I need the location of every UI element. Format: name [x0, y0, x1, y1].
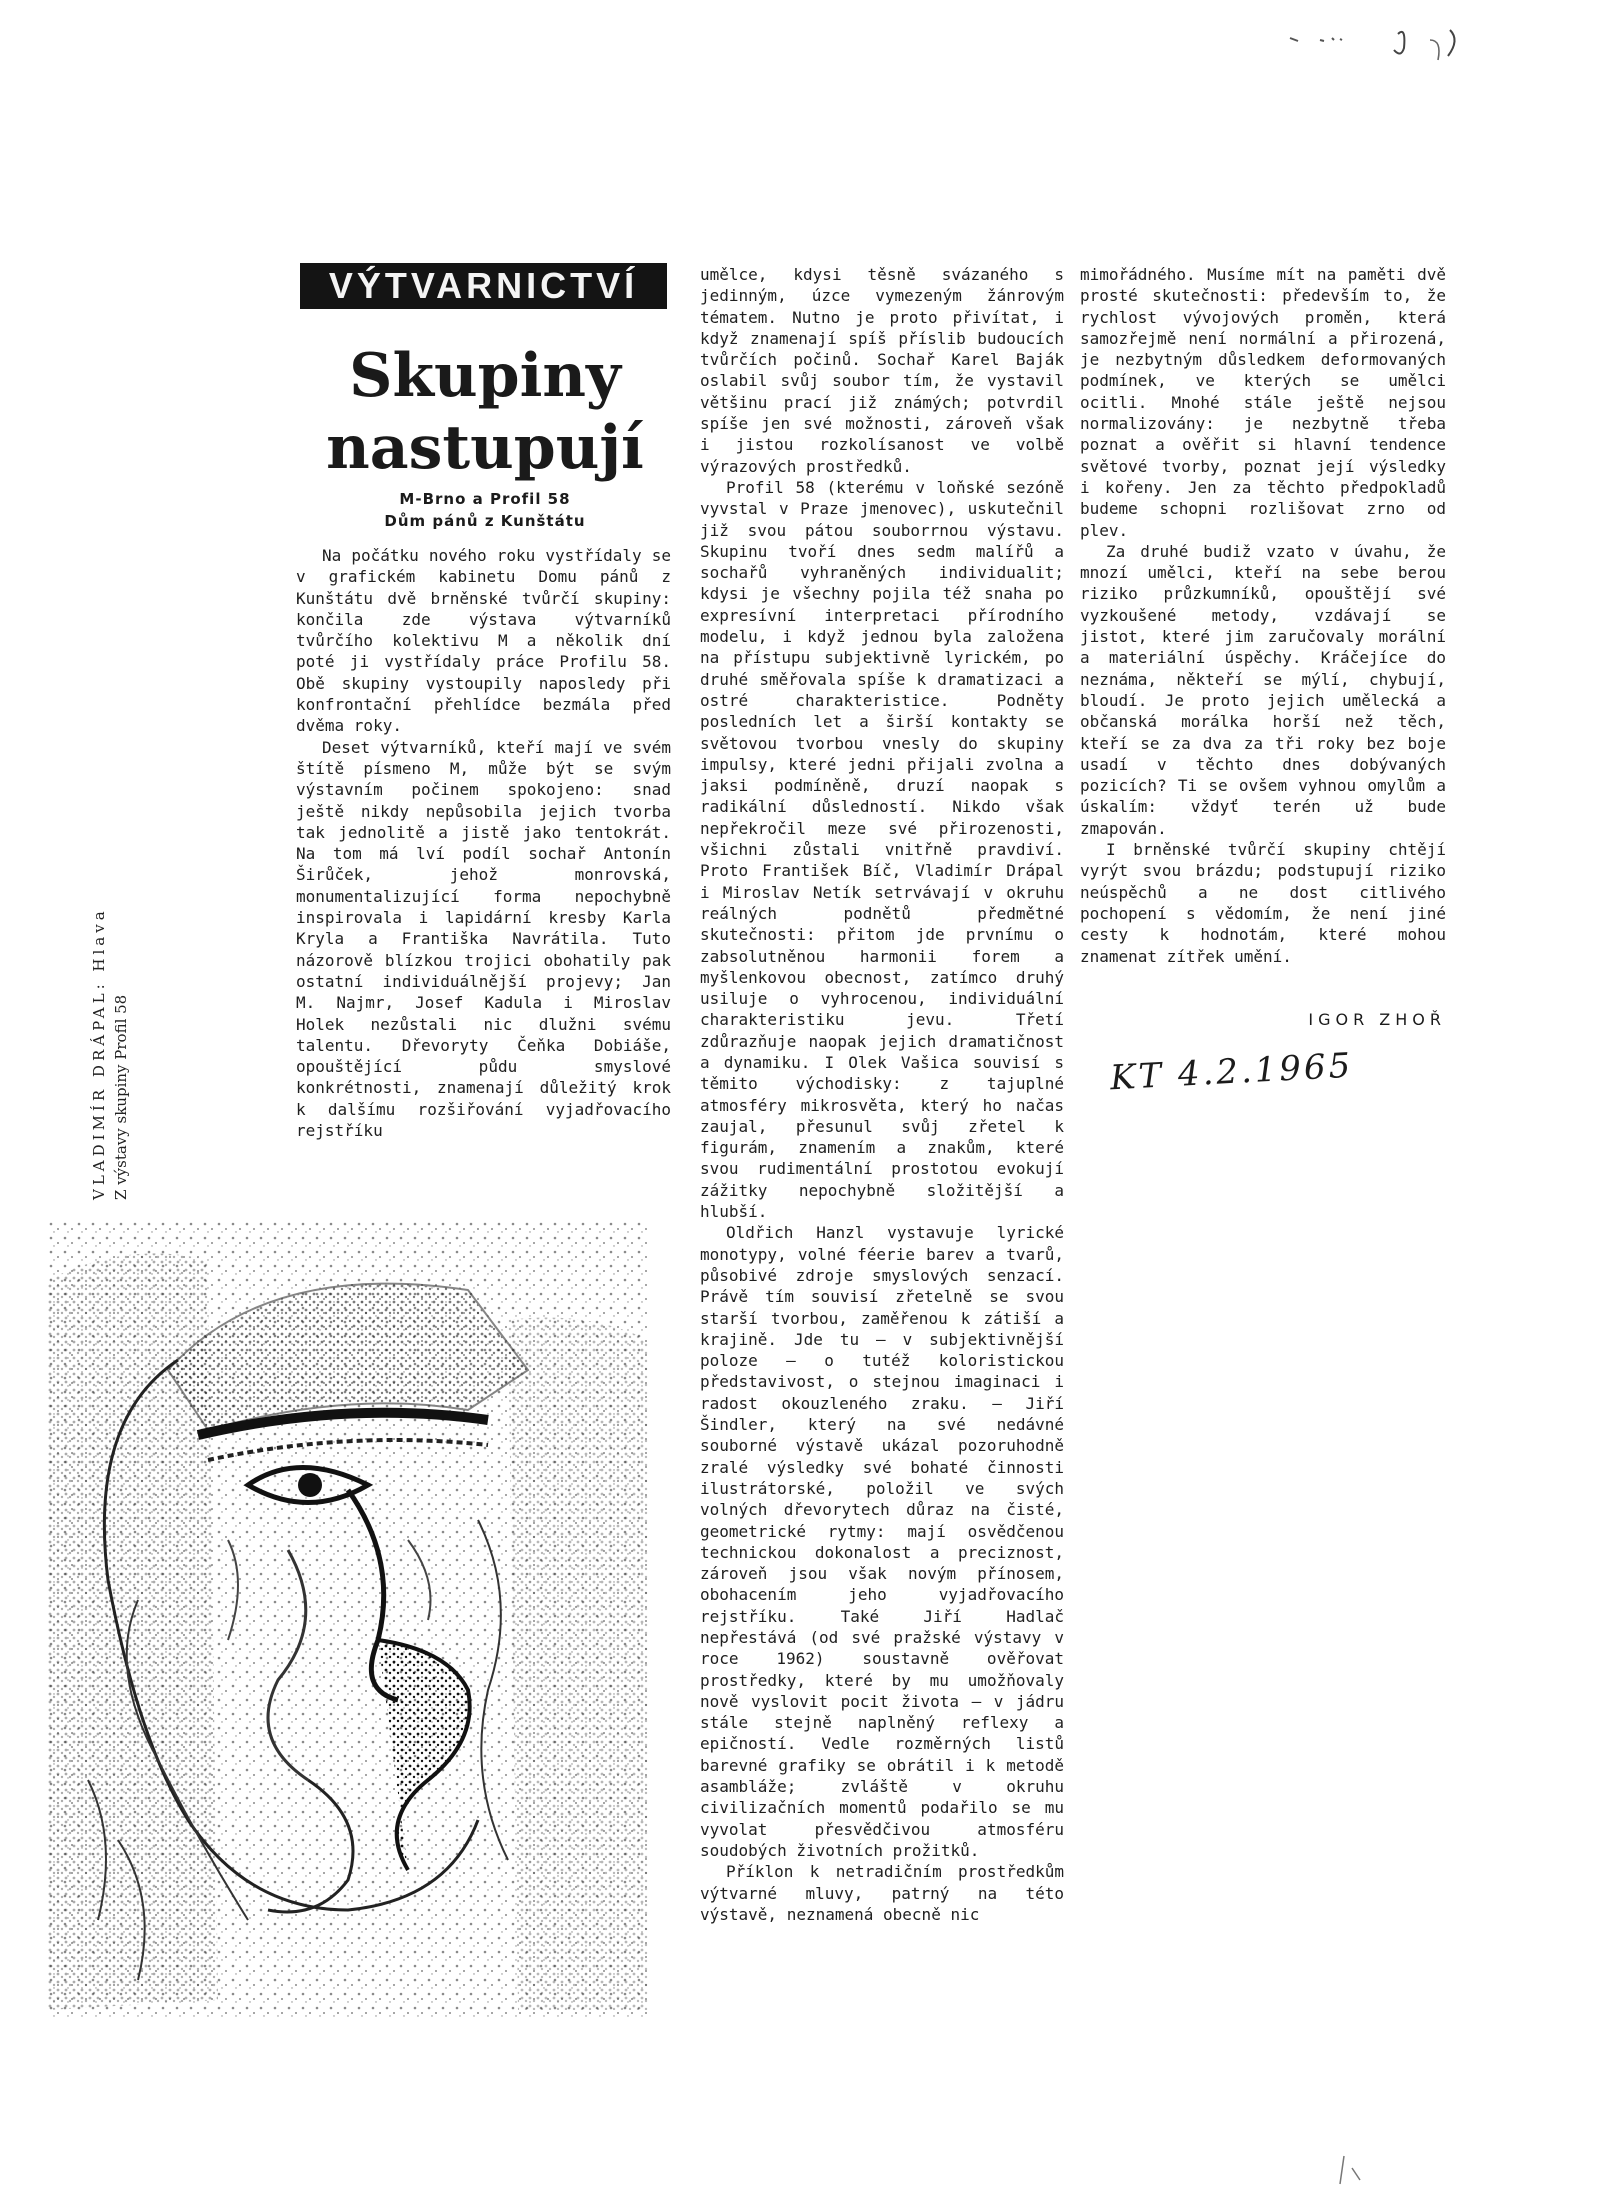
paragraph: I brněnské tvůrčí skupiny chtějí vyrýt svou brázdu; podstupují riziko neúspěchů a ne dost citlivého pochopení s vědomím, že není jiné cesty k hodnotám, které mohou znamenat zítřek umění.	[1080, 840, 1446, 966]
paragraph: Deset výtvarníků, kteří mají ve svém štítě písmeno M, může být se svým výstavním počinem spokojeno: snad ještě nikdy nepůsobila jejich tvorba tak jednolitě a jistě jako tentokrát. Na tom má lví podíl sochař Antonín Širůček, jehož monrovská, monumentalizující forma nepochybně inspirovala i lapidární kresby Karla Kryla a Františka Navrátila. Tuto názorově blízkou trojici obohatily pak ostatní individuálnější projevy; Jan M. Najmr, Josef Kadula i Miroslav Holek nezůstali nic dlužni svému talentu. Dřevoryty Čeňka Dobiáše, opouštějící půdu smyslové konkrétnosti, znamenají důležitý krok k dalšímu rozšiřování vyjadřovacího rejstříku	[296, 737, 671, 1141]
subheading-line: M-Brno a Profil 58	[399, 490, 571, 508]
woodcut-illustration-head	[48, 1220, 648, 2020]
paragraph: mimořádného. Musíme mít na paměti dvě prosté skutečnosti: především to, že rychlost vývojových proměn, která samozřejmě není normální a přirozená, je nezbytným důsledkem deformovaných podmínek, ve kterých se umělci ocitli. Mnohé stále ještě nejsou normalizovány: je nezbytně třeba poznat a ověřit si hlavní tendence světové tvorby, poznat její výsledky i kořeny. Jen za těchto předpokladů budeme schopni rozlišovat zrno od plev.	[1080, 265, 1446, 540]
headline-line: Skupiny	[349, 341, 621, 411]
pencil-mark	[1330, 2150, 1370, 2190]
text-column-3	[1080, 264, 1446, 967]
corner-ink-marks	[1280, 10, 1480, 70]
headline-line: nastupují	[326, 413, 644, 483]
paragraph: Za druhé budiž vzato v úvahu, že mnozí umělci, kteří na sebe berou riziko průzkumníků, opouštějí své vyzkoušené metody, vzdávají se jistot, které jim zaručovaly morální a materiální úspěchy. Kráčejíce do neznáma, někteří se mýlí, chybují, bloudí. Je proto jejich umělecká a občanská morálka horší než těch, kteří se za dva za tři roky bez boje usadí v těchto dnes dobývaných pozicích? Ti se ovšem vyhnou omylům a úskalím: vždyť terén už bude zmapován.	[1080, 541, 1446, 838]
paragraph: Profil 58 (kterému v loňské sezóně vyvstal v Praze jmenovec), uskutečnil již svou pátou souborrnou výstavu. Skupinu tvoří dnes sedm malířů a sochařů vyhraněných individualit; kdysi je všechny pojila též snaha po expresívní interpretaci přírodního modelu, i když jednou byla založena na přístupu subjektivně lyrickém, po druhé směřovala spíše k dramatizaci a ostré charakteristice. Podněty posledních let a širší kontakty se světovou tvorbou vnesly do skupiny impulsy, které jedni přijali zvolna a jaksi podmíněně, druzí naopak s radikální důsledností. Nikdo však nepřekročil meze své přirozenosti, všichni zůstali vnitřně pravdiví. Proto František Bíč, Vladimír Drápal i Miroslav Netík setrvávají v okruhu reálných podnětů předmětné skutečnosti: přitom jde prvnímu o zabsolutněnou harmonii forem a myšlenkovou obecnost, zatímco druhý usiluje o vyhrocenou, individuální charakteristiku jevu. Třetí zdůrazňuje naopak jejich dramatičnost a dynamiku. I Olek Vašica souvisí s těmito východisky: z tajuplné atmosféry mikrosvěta, který ho načas zaujal, přesunul svůj zřetel k figurám, znamením a znakům, které svou rudimentální prostotou evokují zážitky nepochybně složitější a hlubší.	[700, 477, 1064, 1222]
handwritten-note: KT 4.2.1965	[1109, 1045, 1355, 1099]
subheading-line: Dům pánů z Kunštátu	[384, 512, 586, 530]
paragraph: Oldřich Hanzl vystavuje lyrické monotypy, volné féerie barev a tvarů, působivé zdroje smyslových senzací. Právě tím souvisí zřetelně se svou starší tvorbou, zaměřenou k zátiší a krajině. Jde tu — v subjektivnější poloze — o tutéž koloristickou představivost, o stejnou imaginaci i radost okouzleného zraku. — Jiří Šindler, který na své nedávné souborné výstavě ukázal pozoruhodně zralé výsledky své bohaté činnosti ilustrátorské, položil ve svých volných dřevorytech důraz na čisté, geometrické rytmy: mají osvědčenou technickou dokonalost a preciznost, zároveň jsou však novým přínosem, obohacením jeho vyjadřovacího rejstříku. Také Jiří Hadlač nepřestává (od své pražské výstavy v roce 1962) soustavně ověřovat prostředky, které by mu umožňovaly nově vyslovit pocit života — v jádru stále stejně naplněný reflexy a epičností. Vedle rozměrných listů barevné grafiky se obrátil i k metodě asambláže; zvláště v okruhu civilizačních momentů podařilo se mu vyvolat přesvědčivou atmosféru soudobých životních prožitků.	[700, 1223, 1064, 1860]
image-caption	[88, 880, 148, 1200]
caption-source: Z výstavy skupiny Profil 58	[112, 994, 130, 1200]
paragraph: umělce, kdysi těsně svázaného s jedinným, úzce vymezeným žánrovým tématem. Nutno je proto přivítat, i když znamenají spíš příslib budoucích tvůrčích počinů. Sochař Karel Baják oslabil svůj soubor tím, že vystavil většinu prací již známých; potvrdil spíše jen své možnosti, zároveň však i jistou rozkolísanost ve volbě výrazových prostředků.	[700, 265, 1064, 476]
author-signature: IGOR ZHOŘ	[1308, 1010, 1446, 1029]
section-rubric: VÝTVARNICTVÍ	[300, 263, 667, 309]
article-headline	[300, 340, 670, 484]
text-column-2	[700, 264, 1064, 1925]
caption-author: VLADIMÍR DRÁPAL: Hlava	[90, 907, 108, 1200]
text-column-1	[296, 545, 671, 1141]
paragraph: Příklon k netradičním prostředkům výtvarné mluvy, patrný na této výstavě, neznamená obecně nic	[700, 1862, 1064, 1924]
paragraph: Na počátku nového roku vystřídaly se v grafickém kabinetu Domu pánů z Kunštátu dvě brněnské tvůrčí skupiny: končila zde výstava výtvarníků tvůrčího kolektivu M a několik dní poté ji vystřídaly práce Profilu 58. Obě skupiny vystoupily naposledy při konfrontační přehlídce bezmála před dvěma roky.	[296, 546, 671, 736]
article-subheading	[300, 488, 670, 532]
